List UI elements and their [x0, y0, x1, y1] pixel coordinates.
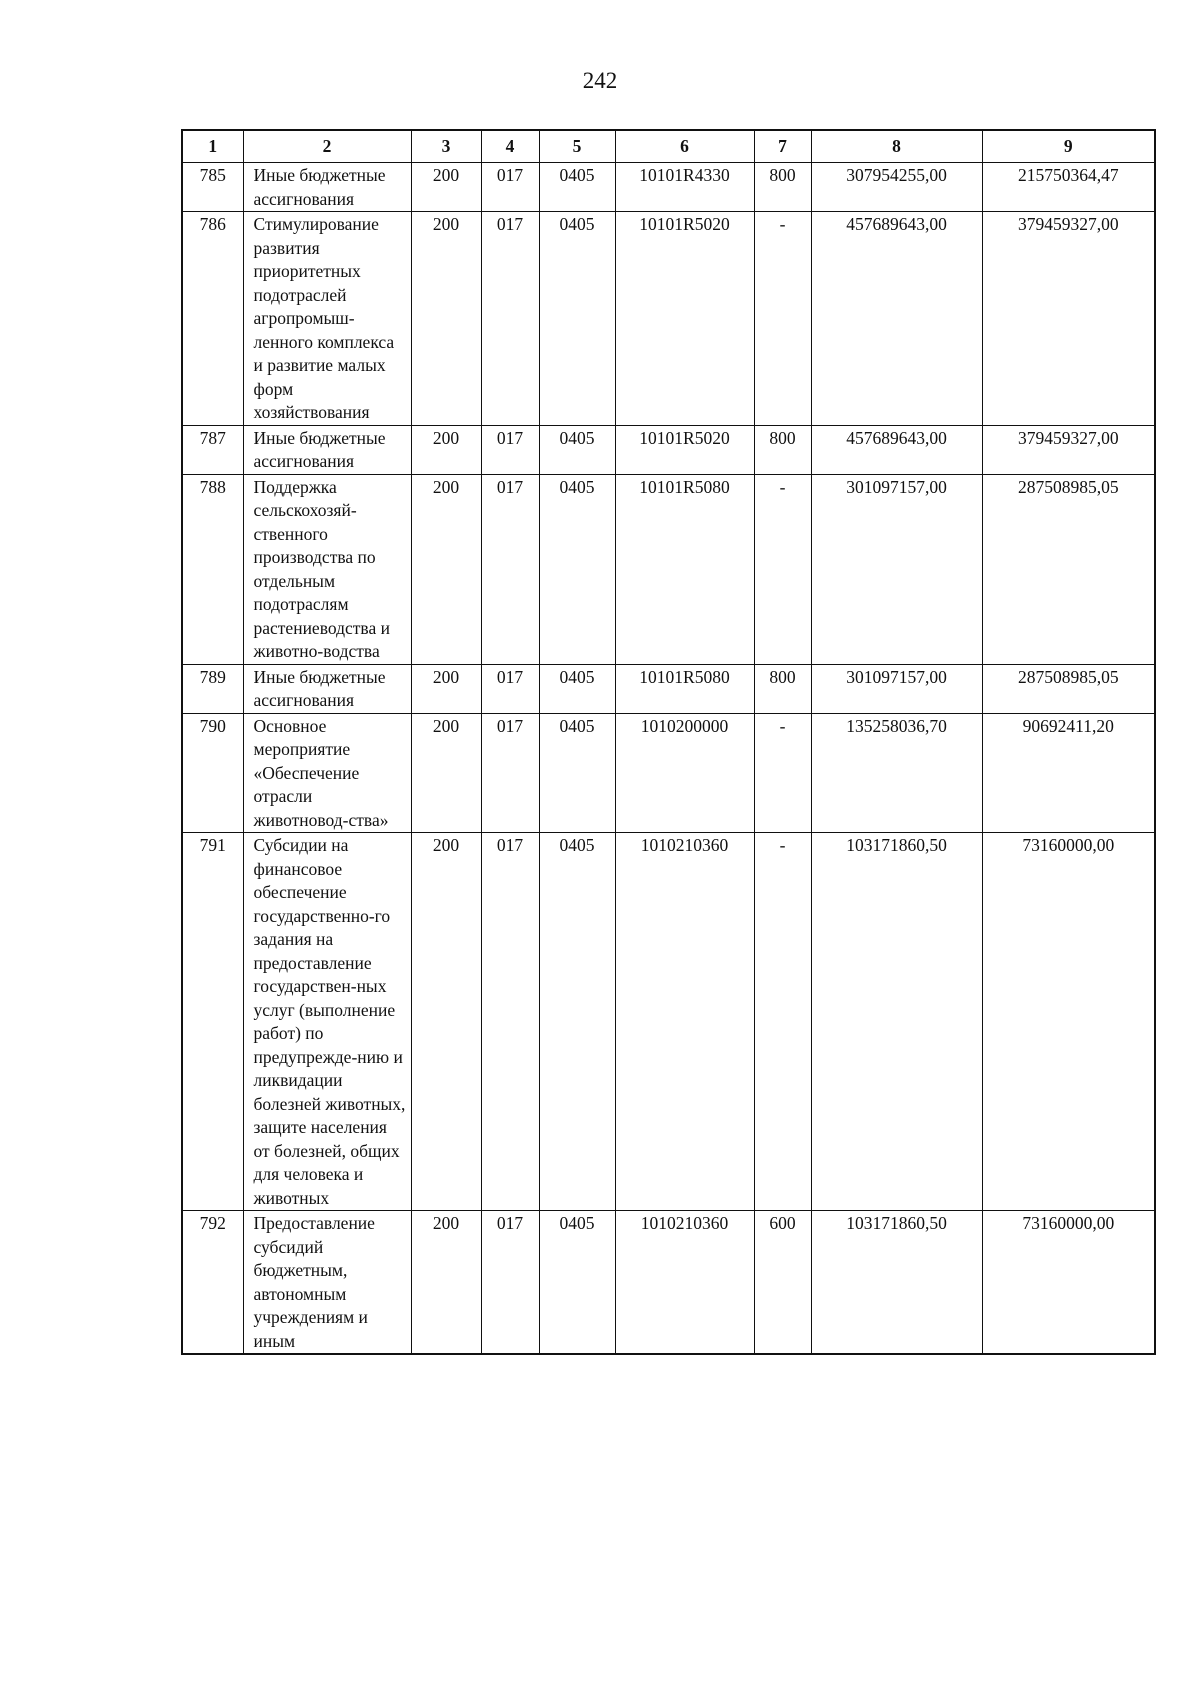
code-3-cell: 200	[411, 664, 481, 713]
row-number-cell: 790	[182, 713, 243, 833]
description-cell: Иные бюджетные ассигнования	[243, 664, 411, 713]
code-4-cell: 017	[481, 474, 539, 664]
amount-8-cell: 301097157,00	[811, 474, 982, 664]
code-4-cell: 017	[481, 833, 539, 1211]
table-row	[182, 713, 1155, 833]
amount-8-cell: 307954255,00	[811, 163, 982, 212]
table-row	[182, 163, 1155, 212]
section-cell: 0405	[539, 474, 615, 664]
column-header: 7	[754, 130, 811, 163]
section-cell: 0405	[539, 833, 615, 1211]
column-header: 9	[982, 130, 1155, 163]
table-row	[182, 474, 1155, 664]
code-4-cell: 017	[481, 713, 539, 833]
target-article-cell: 10101R5080	[615, 664, 754, 713]
amount-8-cell: 457689643,00	[811, 425, 982, 474]
column-header: 8	[811, 130, 982, 163]
table-row	[182, 664, 1155, 713]
code-4-cell: 017	[481, 1211, 539, 1355]
code-3-cell: 200	[411, 1211, 481, 1355]
section-cell: 0405	[539, 212, 615, 426]
row-number-cell: 785	[182, 163, 243, 212]
amount-9-cell: 215750364,47	[982, 163, 1155, 212]
description-cell: Иные бюджетные ассигнования	[243, 163, 411, 212]
description-cell: Поддержка сельскохозяй-ственного производства по отдельным подотраслям растениеводства и животно-водства	[243, 474, 411, 664]
code-4-cell: 017	[481, 163, 539, 212]
section-cell: 0405	[539, 713, 615, 833]
description-cell: Предоставление субсидий бюджетным, автономным учреждениям и иным	[243, 1211, 411, 1355]
amount-9-cell: 379459327,00	[982, 425, 1155, 474]
expense-type-cell: 800	[754, 163, 811, 212]
section-cell: 0405	[539, 664, 615, 713]
target-article-cell: 10101R5080	[615, 474, 754, 664]
section-cell: 0405	[539, 425, 615, 474]
expense-type-cell: -	[754, 713, 811, 833]
table-body	[182, 163, 1155, 1355]
column-header: 2	[243, 130, 411, 163]
amount-8-cell: 301097157,00	[811, 664, 982, 713]
table-row	[182, 425, 1155, 474]
description-cell: Иные бюджетные ассигнования	[243, 425, 411, 474]
description-cell: Субсидии на финансовое обеспечение государственно-го задания на предоставление государствен-ных услуг (выполнение работ) по предупрежде-нию и ликвидации болезней животных, защите населения от болезней, общих для человека и животных	[243, 833, 411, 1211]
code-3-cell: 200	[411, 833, 481, 1211]
row-number-cell: 791	[182, 833, 243, 1211]
column-header: 6	[615, 130, 754, 163]
amount-8-cell: 103171860,50	[811, 1211, 982, 1355]
target-article-cell: 1010200000	[615, 713, 754, 833]
amount-8-cell: 135258036,70	[811, 713, 982, 833]
code-3-cell: 200	[411, 163, 481, 212]
row-number-cell: 792	[182, 1211, 243, 1355]
column-header: 3	[411, 130, 481, 163]
description-cell: Основное мероприятие «Обеспечение отрасли животновод-ства»	[243, 713, 411, 833]
code-3-cell: 200	[411, 713, 481, 833]
code-4-cell: 017	[481, 664, 539, 713]
target-article-cell: 10101R5020	[615, 212, 754, 426]
column-header: 4	[481, 130, 539, 163]
table-header-row	[182, 130, 1155, 163]
row-number-cell: 787	[182, 425, 243, 474]
section-cell: 0405	[539, 1211, 615, 1355]
description-cell: Стимулирование развития приоритетных подотраслей агропромыш-ленного комплекса и развитие малых форм хозяйствования	[243, 212, 411, 426]
amount-9-cell: 287508985,05	[982, 664, 1155, 713]
expense-type-cell: 600	[754, 1211, 811, 1355]
table-row	[182, 212, 1155, 426]
expense-type-cell: 800	[754, 664, 811, 713]
row-number-cell: 786	[182, 212, 243, 426]
amount-9-cell: 379459327,00	[982, 212, 1155, 426]
expense-type-cell: 800	[754, 425, 811, 474]
target-article-cell: 10101R4330	[615, 163, 754, 212]
target-article-cell: 1010210360	[615, 833, 754, 1211]
page-number: 242	[582, 68, 618, 93]
amount-9-cell: 90692411,20	[982, 713, 1155, 833]
code-3-cell: 200	[411, 425, 481, 474]
expense-type-cell: -	[754, 474, 811, 664]
section-cell: 0405	[539, 163, 615, 212]
amount-9-cell: 73160000,00	[982, 833, 1155, 1211]
code-3-cell: 200	[411, 212, 481, 426]
amount-8-cell: 103171860,50	[811, 833, 982, 1211]
row-number-cell: 788	[182, 474, 243, 664]
table-row	[182, 1211, 1155, 1355]
expense-type-cell: -	[754, 833, 811, 1211]
row-number-cell: 789	[182, 664, 243, 713]
column-header: 5	[539, 130, 615, 163]
code-4-cell: 017	[481, 212, 539, 426]
expense-type-cell: -	[754, 212, 811, 426]
target-article-cell: 10101R5020	[615, 425, 754, 474]
code-3-cell: 200	[411, 474, 481, 664]
table-row	[182, 833, 1155, 1211]
column-header: 1	[182, 130, 243, 163]
target-article-cell: 1010210360	[615, 1211, 754, 1355]
amount-9-cell: 73160000,00	[982, 1211, 1155, 1355]
budget-table	[181, 129, 1156, 1355]
amount-9-cell: 287508985,05	[982, 474, 1155, 664]
code-4-cell: 017	[481, 425, 539, 474]
amount-8-cell: 457689643,00	[811, 212, 982, 426]
